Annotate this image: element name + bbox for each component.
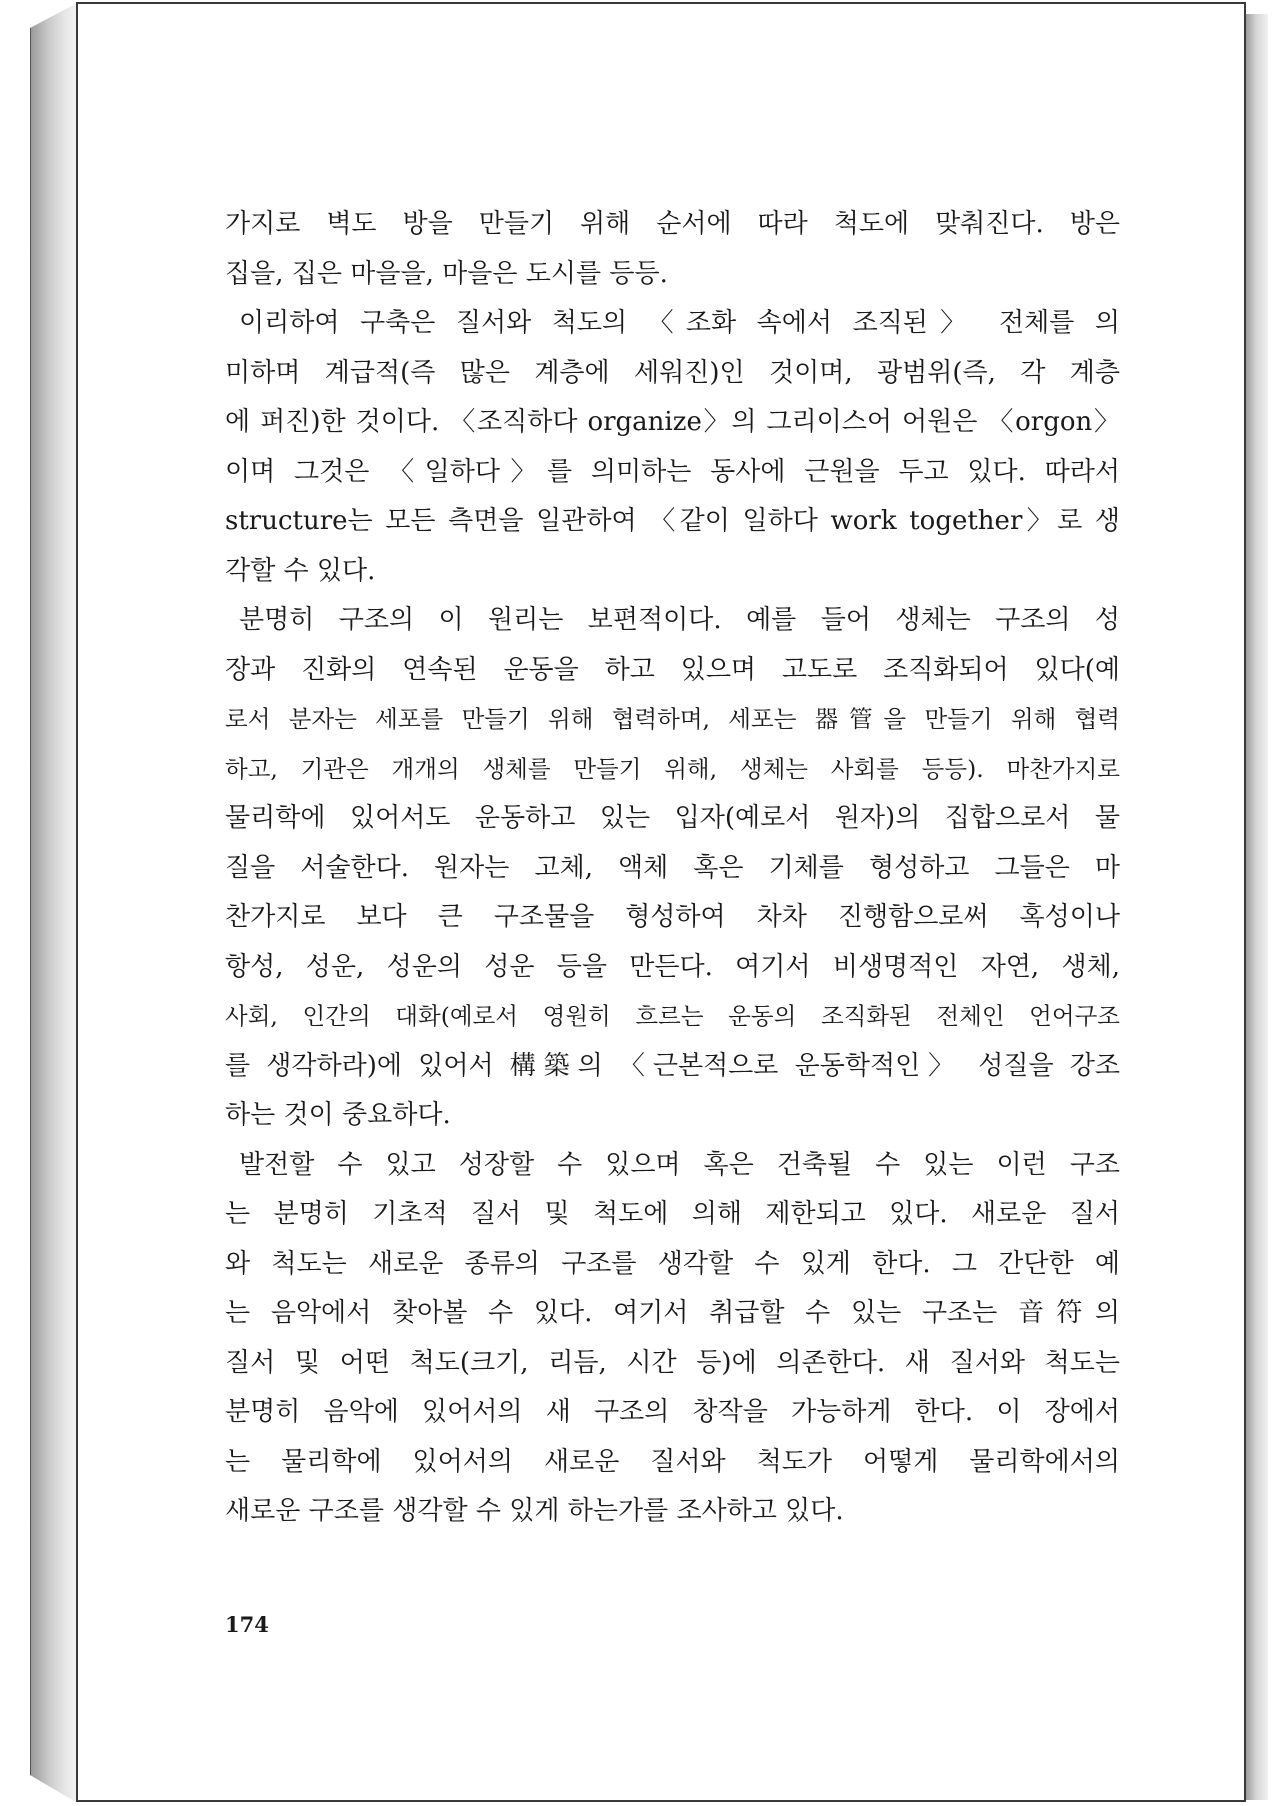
text-line: 분명히 구조의 이 원리는 보편적이다. 예를 들어 생체는 구조의 성	[239, 605, 1120, 635]
text-line: 는 음악에서 찾아볼 수 있다. 여기서 취급할 수 있는 구조는 音符의	[225, 1298, 1120, 1328]
text-line: 사회, 인간의 대화(예로서 영원히 흐르는 운동의 조직화된 전체인 언어구조	[225, 1002, 1120, 1030]
text-line: 미하며 계급적(즉 많은 계층에 세워진)인 것이며, 광범위(즉, 각 계층	[225, 357, 1120, 388]
text-line: 하고, 기관은 개개의 생체를 만들기 위해, 생체는 사회를 등등). 마찬가지로	[225, 754, 1120, 783]
text-line: 항성, 성운, 성운의 성운 등을 만든다. 여기서 비생명적인 자연, 생체,	[225, 951, 1120, 982]
text-line: 는 물리학에 있어서의 새로운 질서와 척도가 어떻게 물리학에서의	[225, 1446, 1120, 1477]
text-line: 각할 수 있다.	[225, 555, 376, 586]
text-line: 와 척도는 새로운 종류의 구조를 생각할 수 있게 한다. 그 간단한 예	[225, 1248, 1120, 1279]
text-line: 이리하여 구축은 질서와 척도의 〈조화 속에서 조직된〉 전체를 의	[239, 308, 1120, 338]
text-line: 물리학에 있어서도 운동하고 있는 입자(예로서 원자)의 집합으로서 물	[225, 803, 1120, 833]
text-line: 하는 것이 중요하다.	[225, 1100, 451, 1130]
text-line: 가지로 벽도 방을 만들기 위해 순서에 따라 척도에 맞춰진다. 방은	[225, 209, 1120, 239]
text-line: 질서 및 어떤 척도(크기, 리듬, 시간 등)에 의존한다. 새 질서와 척도는	[225, 1347, 1120, 1378]
text-line: 는 분명히 기초적 질서 및 척도에 의해 제한되고 있다. 새로운 질서	[225, 1199, 1120, 1229]
text-line: 로서 분자는 세포를 만들기 위해 협력하며, 세포는 器管을 만들기 위해 협력	[225, 705, 1120, 733]
text-line: 이며 그것은 〈일하다〉를 의미하는 동사에 근원을 두고 있다. 따라서	[225, 456, 1120, 487]
page-edge-shadow	[1246, 14, 1268, 1800]
text-line: structure는 모든 측면을 일관하여 〈같이 일하다 work together〉로 생	[225, 506, 1120, 536]
text-line: 찬가지로 보다 큰 구조물을 형성하여 차차 진행함으로써 혹성이나	[225, 902, 1120, 932]
text-line: 장과 진화의 연속된 운동을 하고 있으며 고도로 조직화되어 있다(예	[225, 654, 1120, 685]
text-line: 집을, 집은 마을을, 마을은 도시를 등등.	[225, 258, 668, 289]
page-number: 174	[225, 1612, 269, 1637]
text-line: 질을 서술한다. 원자는 고체, 액체 혹은 기체를 형성하고 그들은 마	[225, 852, 1120, 883]
text-line: 에 퍼진)한 것이다. 〈조직하다 organize〉의 그리이스어 어원은 〈orgon〉	[225, 407, 1120, 437]
text-line: 를 생각하라)에 있어서 構築의 〈근본적으로 운동학적인〉 성질을 강조	[225, 1050, 1120, 1081]
text-line: 새로운 구조를 생각할 수 있게 하는가를 조사하고 있다.	[225, 1496, 844, 1526]
text-line: 분명히 음악에 있어서의 새 구조의 창작을 가능하게 한다. 이 장에서	[225, 1397, 1120, 1427]
text-line: 발전할 수 있고 성장할 수 있으며 혹은 건축될 수 있는 이런 구조	[239, 1149, 1120, 1180]
body-text	[225, 200, 1120, 1537]
book-spine	[30, 2, 79, 1804]
